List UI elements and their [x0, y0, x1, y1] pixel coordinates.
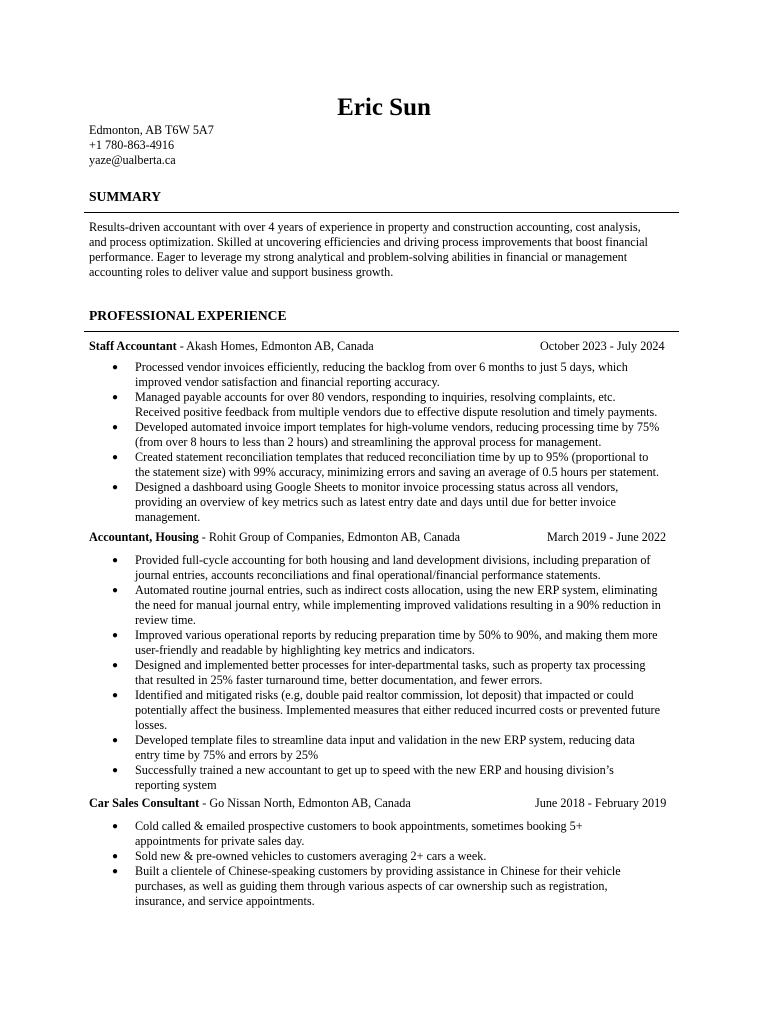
bullet-icon: ●: [112, 585, 119, 596]
bullet-line: providing an overview of key metrics such as latest entry date and days until due for better invoice: [135, 495, 616, 509]
bullet-icon: ●: [112, 630, 119, 641]
bullet-line: Processed vendor invoices efficiently, reducing the backlog from over 6 months to just 5 days, which: [135, 360, 628, 374]
summary-line: Results-driven accountant with over 4 years of experience in property and construction accounting, cost analysis,: [89, 220, 641, 234]
bullet-line: the statement size) with 99% accuracy, minimizing errors and saving an average of 0.5 hours per statement.: [135, 465, 660, 479]
list-item: [89, 583, 689, 628]
job-header: [89, 796, 679, 811]
job-company: - Akash Homes, Edmonton AB, Canada: [176, 339, 374, 353]
bullet-line: reporting system: [135, 778, 217, 792]
bullet-line: losses.: [135, 718, 168, 732]
bullet-line: review time.: [135, 613, 196, 627]
bullet-line: user-friendly and readable by highlighting key metrics and indicators.: [135, 643, 475, 657]
bullet-line: Identified and mitigated risks (e.g, double paid realtor commission, lot deposit) that impacted or could: [135, 688, 634, 702]
bullet-icon: ●: [112, 851, 119, 862]
list-item: [89, 849, 689, 864]
bullet-line: appointments for private sales day.: [135, 834, 305, 848]
bullet-line: journal entries, accounts reconciliations and final operational/financial performance statements.: [135, 568, 601, 582]
list-item: [89, 864, 689, 909]
job-company: - Go Nissan North, Edmonton AB, Canada: [199, 796, 411, 810]
job-header: [89, 530, 679, 545]
bullet-line: Developed template files to streamline data input and validation in the new ERP system, reducing data: [135, 733, 635, 747]
bullet-line: Created statement reconciliation templates that reduced reconciliation time by up to 95% (proportional to: [135, 450, 649, 464]
bullet-line: management.: [135, 510, 201, 524]
list-item: [89, 628, 689, 658]
list-item: [89, 450, 689, 480]
contact-address: Edmonton, AB T6W 5A7: [89, 123, 214, 137]
list-item: [89, 480, 689, 525]
contact-phone: +1 780-863-4916: [89, 138, 175, 152]
summary-line: accounting roles to deliver value and support business growth.: [89, 265, 394, 279]
bullet-line: Designed a dashboard using Google Sheets to monitor invoice processing status across all vendors,: [135, 480, 619, 494]
bullet-icon: ●: [112, 821, 119, 832]
summary-line: and process optimization. Skilled at uncovering efficiencies and driving process improvements that boost financial: [89, 235, 648, 249]
summary-divider: [84, 212, 679, 213]
job-dates: October 2023 - July 2024: [540, 339, 665, 353]
job-title: Staff Accountant: [89, 339, 177, 353]
list-item: [89, 733, 689, 763]
bullet-icon: ●: [112, 765, 119, 776]
contact-block: [89, 123, 214, 168]
bullet-line: purchases, as well as guiding them through various aspects of car ownership such as registration,: [135, 879, 608, 893]
list-item: [89, 390, 689, 420]
job-bullet-list: [89, 553, 689, 793]
list-item: [89, 553, 689, 583]
list-item: [89, 658, 689, 688]
bullet-line: Successfully trained a new accountant to get up to speed with the new ERP and housing division’s: [135, 763, 614, 777]
bullet-icon: ●: [112, 392, 119, 403]
bullet-icon: ●: [112, 735, 119, 746]
bullet-icon: ●: [112, 866, 119, 877]
job-title: Car Sales Consultant: [89, 796, 200, 810]
bullet-icon: ●: [112, 452, 119, 463]
bullet-line: Received positive feedback from multiple vendors due to effective dispute resolution and timely payments.: [135, 405, 658, 419]
experience-heading: PROFESSIONAL EXPERIENCE: [89, 308, 287, 323]
bullet-line: Improved various operational reports by reducing preparation time by 50% to 90%, and making them more: [135, 628, 658, 642]
bullet-icon: ●: [112, 422, 119, 433]
job-title: Accountant, Housing: [89, 530, 199, 544]
job-header: [89, 339, 679, 354]
list-item: [89, 360, 689, 390]
summary-paragraph: [89, 220, 674, 280]
bullet-line: potentially affect the business. Implemented measures that either reduced incurred costs or prevented future: [135, 703, 660, 717]
bullet-line: Sold new & pre-owned vehicles to customers averaging 2+ cars a week.: [135, 849, 487, 863]
list-item: [89, 819, 689, 849]
bullet-icon: ●: [112, 660, 119, 671]
bullet-line: Automated routine journal entries, such as indirect costs allocation, using the new ERP system, eliminating: [135, 583, 658, 597]
bullet-icon: ●: [112, 482, 119, 493]
bullet-line: entry time by 75% and errors by 25%: [135, 748, 319, 762]
job-bullet-list: [89, 360, 689, 525]
bullet-icon: ●: [112, 362, 119, 373]
job-bullet-list: [89, 819, 689, 909]
bullet-icon: ●: [112, 555, 119, 566]
bullet-line: Provided full-cycle accounting for both housing and land development divisions, including preparation of: [135, 553, 651, 567]
bullet-line: Built a clientele of Chinese-speaking customers by providing assistance in Chinese for their vehicle: [135, 864, 621, 878]
bullet-line: Managed payable accounts for over 80 vendors, responding to inquiries, resolving complaints, etc.: [135, 390, 616, 404]
bullet-line: insurance, and service appointments.: [135, 894, 315, 908]
bullet-line: improved vendor satisfaction and financial reporting accuracy.: [135, 375, 440, 389]
experience-divider: [84, 331, 679, 332]
candidate-name: Eric Sun: [337, 94, 431, 121]
job-dates: March 2019 - June 2022: [547, 530, 667, 544]
summary-heading: SUMMARY: [89, 189, 162, 204]
list-item: [89, 420, 689, 450]
contact-email: yaze@ualberta.ca: [89, 153, 176, 167]
list-item: [89, 763, 689, 793]
bullet-icon: ●: [112, 690, 119, 701]
job-dates: June 2018 - February 2019: [535, 796, 667, 810]
job-company: - Rohit Group of Companies, Edmonton AB, Canada: [198, 530, 461, 544]
bullet-line: Developed automated invoice import templates for high-volume vendors, reducing processing time by 75%: [135, 420, 660, 434]
bullet-line: the need for manual journal entry, while implementing improved validations resulting in a 90% reduction in: [135, 598, 661, 612]
bullet-line: Designed and implemented better processes for inter-departmental tasks, such as property tax processing: [135, 658, 646, 672]
list-item: [89, 688, 689, 733]
summary-line: performance. Eager to leverage my strong analytical and problem-solving abilities in financial or management: [89, 250, 628, 264]
bullet-line: Cold called & emailed prospective customers to book appointments, sometimes booking 5+: [135, 819, 583, 833]
bullet-line: (from over 8 hours to less than 2 hours) and streamlining the approval process for management.: [135, 435, 602, 449]
bullet-line: that resulted in 25% faster turnaround time, better documentation, and fewer errors.: [135, 673, 543, 687]
